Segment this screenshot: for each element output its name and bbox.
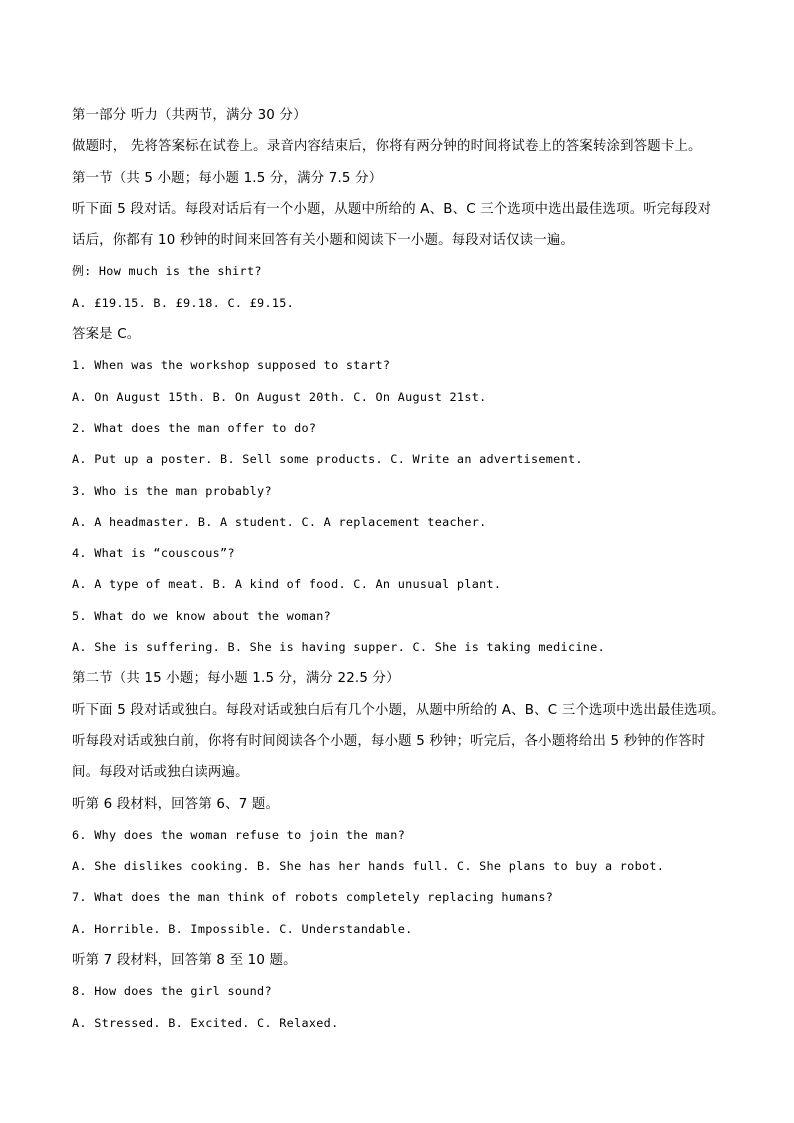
part-one-heading: 第一部分 听力（共两节，满分 30 分） [72,108,307,123]
question-2-options: A. Put up a poster. B. Sell some products. C. Write an advertisement. [72,452,583,467]
question-5-options: A. She is suffering. B. She is having supper. C. She is taking medicine. [72,640,605,655]
example-question: 例: How much is the shirt? [72,264,262,279]
question-7: 7. What does the man think of robots completely replacing humans? [72,890,554,905]
instructions-line: 做题时， 先将答案标在试卷上。录音内容结束后，你将有两分钟的时间将试卷上的答案转涂到答题卡上。 [72,139,702,155]
question-3: 3. Who is the man probably? [72,483,272,498]
question-6-options: A. She dislikes cooking. B. She has her hands full. C. She plans to buy a robot. [72,859,665,874]
section-one-instructions-cont: 话后，你都有 10 秒钟的时间来回答有关小题和阅读下一小题。每段对话仅读一遍。 [72,233,575,249]
section-two-instructions-cont: 听每段对话或独白前，你将有时间阅读各个小题，每小题 5 秒钟；听完后，各小题将给出 5 秒钟的作答时 [72,733,706,749]
section-one-heading: 第一节（共 5 小题；每小题 1.5 分，满分 7.5 分） [72,170,383,186]
section-one-instructions: 听下面 5 段对话。每段对话后有一个小题，从题中所给的 A、B、C 三个选项中选出最佳选项。听完每段对 [72,201,712,217]
question-6: 6. Why does the woman refuse to join the man? [72,827,406,842]
section-two-instructions-end: 间。每段对话或独白读两遍。 [72,765,249,781]
question-4-options: A. A type of meat. B. A kind of food. C. An unusual plant. [72,577,502,592]
example-answer: 答案是 C。 [72,327,141,343]
question-4: 4. What is “couscous”? [72,546,235,561]
question-1: 1. When was the workshop supposed to start? [72,358,391,373]
question-1-options: A. On August 15th. B. On August 20th. C. On August 21st. [72,389,487,404]
section-two-instructions: 听下面 5 段对话或独白。每段对话或独白后有几个小题，从题中所给的 A、B、C 三个选项中选出最佳选项。 [72,702,725,718]
question-3-options: A. A headmaster. B. A student. C. A replacement teacher. [72,514,487,529]
question-7-options: A. Horrible. B. Impossible. C. Understandable. [72,921,413,936]
question-8-options: A. Stressed. B. Excited. C. Relaxed. [72,1015,339,1030]
exam-page [72,100,732,1039]
question-8: 8. How does the girl sound? [72,984,272,999]
example-options: A. £19.15. B. £9.18. C. £9.15. [72,295,295,310]
question-2: 2. What does the man offer to do? [72,420,317,435]
material-7-heading: 听第 7 段材料，回答第 8 至 10 题。 [72,953,297,969]
section-two-heading: 第二节（共 15 小题；每小题 1.5 分，满分 22.5 分） [72,671,400,687]
question-5: 5. What do we know about the woman? [72,608,332,623]
material-6-heading: 听第 6 段材料，回答第 6、7 题。 [72,796,280,812]
